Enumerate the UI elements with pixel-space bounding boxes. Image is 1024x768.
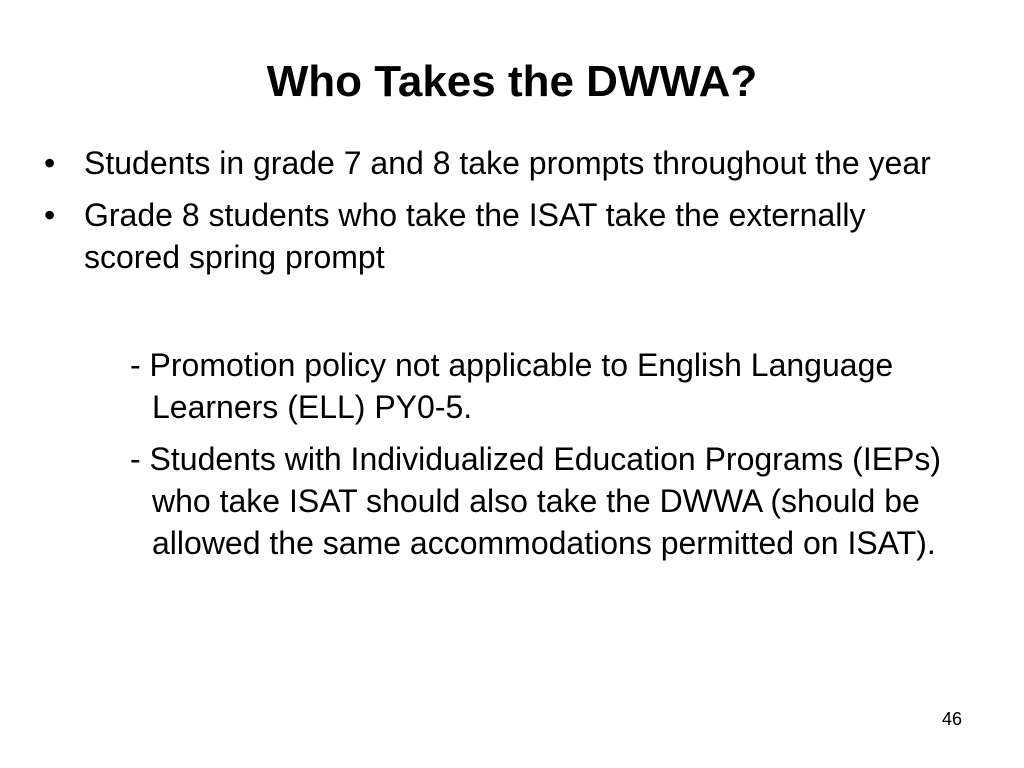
page-number: 46 <box>941 709 962 729</box>
bullet-text: Students in grade 7 and 8 take prompts throughout the year <box>84 145 931 181</box>
bullet-item <box>44 194 964 278</box>
slide-title: Who Takes the DWWA? <box>266 57 758 106</box>
sub-item: - Students with Individualized Education Programs (IEPs) who take ISAT should also take the DWWA (should be allowed the same accommodations permitted on ISAT). <box>130 441 942 561</box>
bullet-list <box>44 142 964 288</box>
sub-item: - Promotion policy not applicable to English Language Learners (ELL) PY0-5. <box>130 347 894 425</box>
bullet-text: Grade 8 students who take the ISAT take the externally scored spring prompt <box>84 197 866 275</box>
sub-list <box>108 344 952 574</box>
bullet-icon: • <box>44 197 56 233</box>
bullet-item <box>44 142 964 184</box>
bullet-icon: • <box>44 145 56 181</box>
